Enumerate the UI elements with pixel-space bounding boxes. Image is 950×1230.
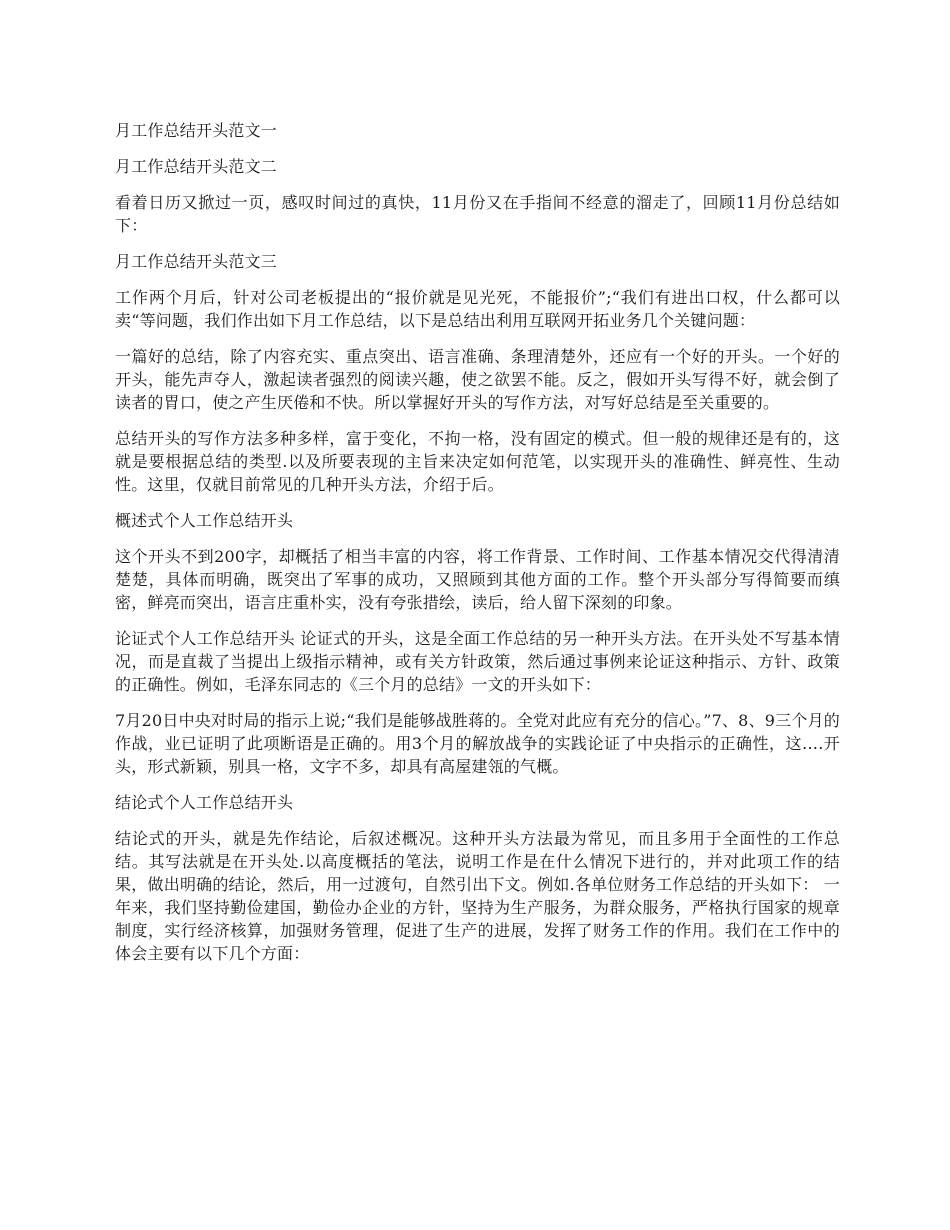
paragraph-opening-methods: 总结开头的写作方法多种多样，富于变化，不拘一格，没有固定的模式。但一般的规律还是有的，这就是要根据总结的类型.以及所要表现的主旨来决定如何范笔，以实现开头的准确性、鲜亮性、生动性。这里，仅就目前常见的几种开头方法，介绍于后。 — [115, 429, 840, 494]
heading-summary-style: 概述式个人工作总结开头 — [115, 511, 294, 530]
heading-conclusion-style: 结论式个人工作总结开头 — [115, 793, 294, 812]
paragraph-summary-style: 这个开头不到200字，却概括了相当丰富的内容，将工作背景、工作时间、工作基本情况交代得清清楚楚，具体而明确，既突出了军事的成功，又照顾到其他方面的工作。整个开头部分写得简要而缜密，鲜亮而突出，语言庄重朴实，没有夸张措绘，读后，给人留下深刻的印象。 — [115, 547, 840, 612]
heading-sample-one: 月工作总结开头范文一 — [115, 121, 278, 140]
paragraph-two-months: 工作两个月后，针对公司老板提出的“报价就是见光死，不能报价”;“我们有进出口权，什么都可以卖“等问题，我们作出如下月工作总结，以下是总结出利用互联网开拓业务几个关键问题： — [115, 288, 840, 330]
document-body — [115, 119, 840, 978]
paragraph-good-opening: 一篇好的总结，除了内容充实、重点突出、语言准确、条理清楚外，还应有一个好的开头。一个好的开头，能先声夺人，激起读者强烈的阅读兴趣，使之欲罢不能。反之，假如开头写得不好，就会倒了读者的胃口，使之产生厌倦和不快。所以掌握好开头的写作方法，对写好总结是至关重要的。 — [115, 347, 840, 412]
paragraph-conclusion-style: 结论式的开头，就是先作结论，后叙述概况。这种开头方法最为常见，而且多用于全面性的工作总结。其写法就是在开头处.以高度概括的笔法，说明工作是在什么情况下进行的，并对此项工作的结果，做出明确的结论，然后，用一过渡句，自然引出下文。例如.各单位财务工作总结的开头如下： 一年来，我们坚持勤俭建国，勤俭办企业的方针，坚持为生产服务，为群众服务，严格执行国家的规章制度，实行经济核算，加强财务管理，促进了生产的进展，发挥了财务工作的作用。我们在工作中的体会主要有以下几个方面： — [115, 829, 840, 963]
heading-sample-three: 月工作总结开头范文三 — [115, 252, 278, 271]
paragraph-argument-style: 论证式个人工作总结开头 论证式的开头，这是全面工作总结的另一种开头方法。在开头处不写基本情况，而是直裁了当提出上级指示精神，或有关方针政策，然后通过事例来论证这种指示、方针、政策的正确性。例如，毛泽东同志的《三个月的总结》一文的开头如下： — [115, 629, 840, 694]
heading-sample-two: 月工作总结开头范文二 — [115, 157, 278, 176]
paragraph-quote-example: 7月20日中央对时局的指示上说;“我们是能够战胜蒋的。全党对此应有充分的信心。”7、8、9三个月的作战，业已证明了此项断语是正确的。用3个月的解放战争的实践论证了中央指示的正确性，这….开头，形式新颖，别具一格，文字不多，却具有高屋建瓴的气概。 — [115, 711, 840, 776]
paragraph-november-review: 看着日历又掀过一页，感叹时间过的真快，11月份又在手指间不经意的溜走了，回顾11月份总结如下： — [115, 193, 840, 235]
